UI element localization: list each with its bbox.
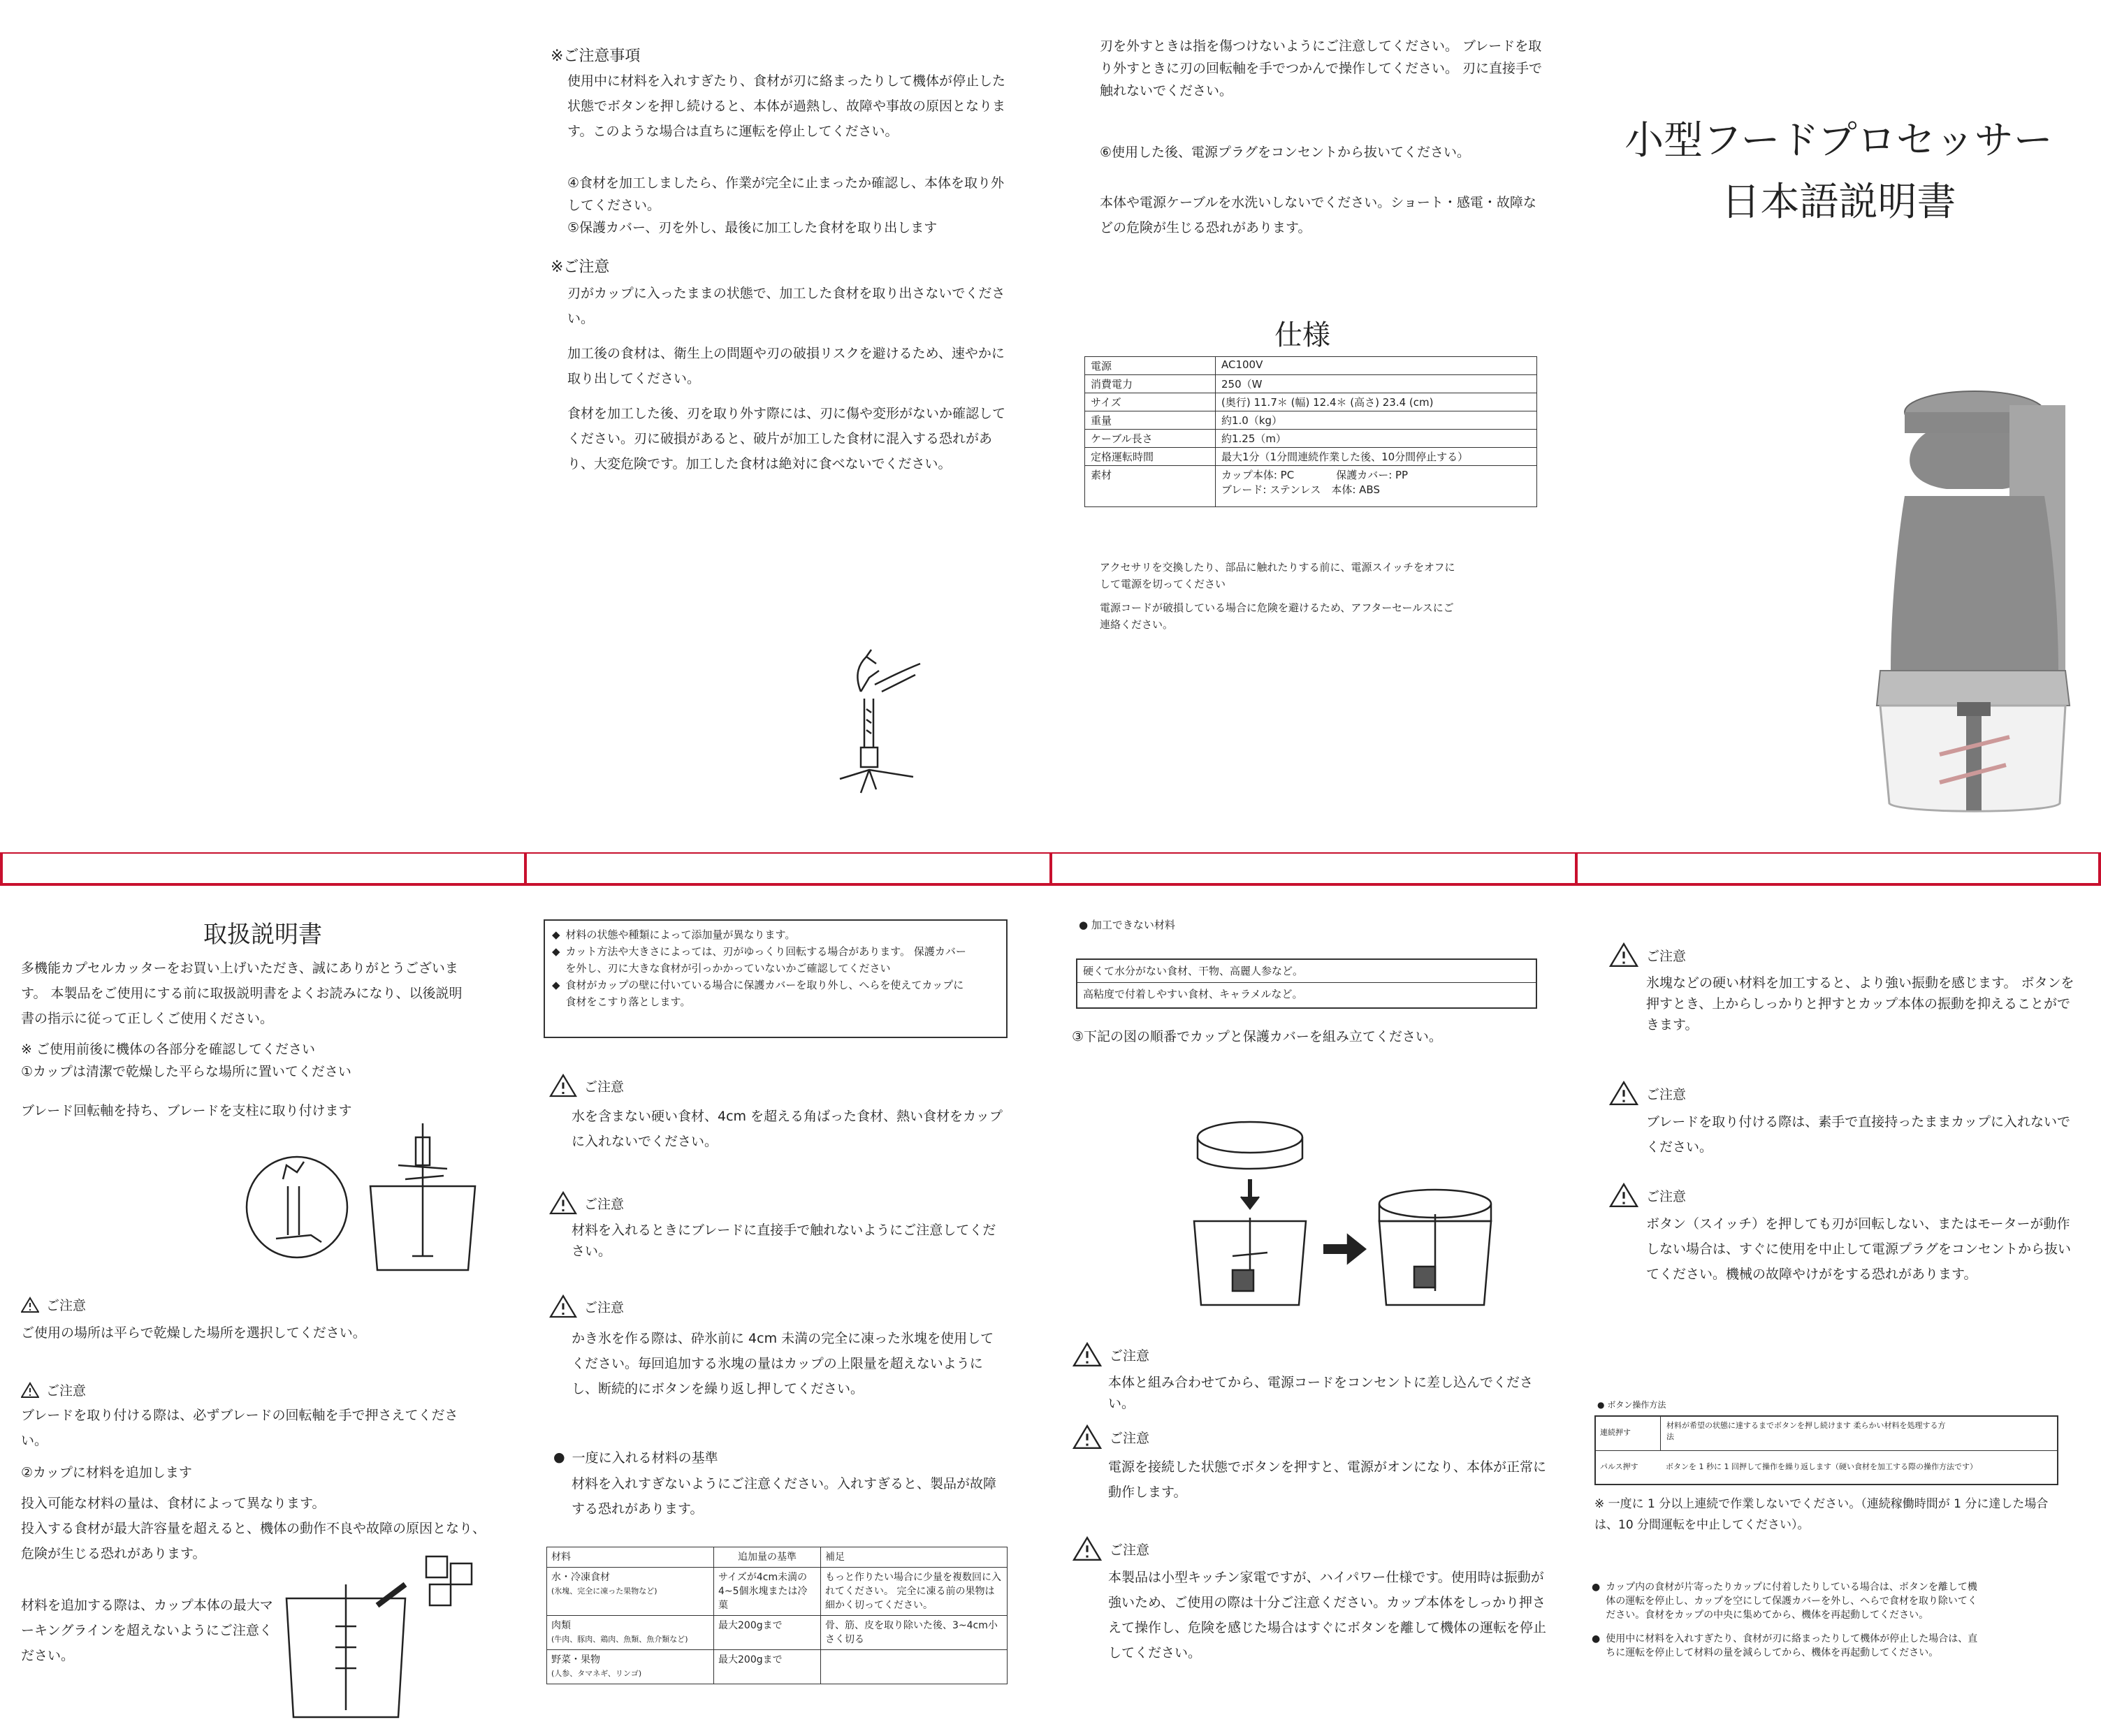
bullet-icon: ● — [1079, 919, 1089, 931]
table-row — [1085, 357, 1537, 375]
op-desc: ボタンを 1 秒に 1 回押して操作を繰り返します（硬い食材を加工する際の操作方法です） — [1666, 1462, 1977, 1471]
note-cell — [821, 1650, 1008, 1684]
spec-value: 約1.0（kg） — [1216, 411, 1537, 430]
caution-label — [1072, 1536, 1149, 1562]
warning-icon — [1072, 1341, 1103, 1368]
table-row — [547, 1616, 1008, 1650]
note-cell: 骨、筋、皮を取り除いた後、3~4cm小さく切る — [821, 1616, 1008, 1650]
bullet-text: 使用中に材料を入れすぎたり、食材が刃に絡まったりして機体が停止した場合は、直ちに運転を停止して材料の量を減らしてから、機体を再起動してください。 — [1606, 1633, 1978, 1658]
caution-text — [21, 1320, 482, 1351]
blade-attach-illustration — [245, 1109, 482, 1277]
material-name: 水・冷凍食材 — [551, 1572, 610, 1583]
caution-text — [1108, 1372, 1548, 1420]
caution-title: ご注意 — [1646, 948, 1687, 964]
bullet-text: カップ内の食材が片寄ったりカップに付着したりしている場合は、ボタンを離して機体の運転を停止し、カップを空にして保護カバーを外し、へらで食材を取り除いてください。食材をカップの中央に集めてから、機体を再起動してください。 — [1606, 1582, 1977, 1621]
caution-label — [1608, 1182, 1686, 1209]
manual-title: 取扱説明書 — [203, 921, 322, 949]
step-3 — [1072, 1024, 1547, 1055]
caution-title: ご注意 — [584, 1196, 625, 1212]
warning-icon — [1608, 1182, 1639, 1209]
list-item — [1592, 1580, 1983, 1622]
table-row: 高粘度で付着しやすい食材、キャラメルなど。 — [1083, 988, 1303, 1000]
material-table — [546, 1547, 1008, 1684]
op-name: パルス押す — [1600, 1462, 1638, 1471]
paragraph: 材料を入れるときにブレードに直接手で触れないようにご注意してください。 — [572, 1223, 996, 1259]
paragraph: 投入可能な材料の量は、食材によって異なります。 — [21, 1496, 326, 1511]
column-header: 補足 — [821, 1547, 1008, 1568]
bullet-icon: ● — [1592, 1633, 1601, 1644]
paragraph: ③下記の図の順番でカップと保護カバーを組み立てください。 — [1072, 1029, 1442, 1044]
paragraph: ボタン（スイッチ）を押しても刃が回転しない、またはモーターが動作しない場合は、すぐに使用を中止して電源プラグをコンセントから抜いてください。機械の故障やけがをする恐れがあります。 — [1646, 1216, 2072, 1282]
material-sub: (人参、タマネギ、リンゴ) — [551, 1669, 642, 1678]
spec-key: 電源 — [1085, 357, 1216, 375]
assembly-diagram — [1191, 1116, 1498, 1312]
caution-text — [1108, 1565, 1548, 1671]
caution-text — [1646, 972, 2079, 1041]
spec-notes — [1100, 559, 1463, 633]
panel-cover — [1576, 0, 2101, 852]
panel-blank — [0, 0, 525, 852]
op-name: 連続押す — [1596, 1417, 1661, 1450]
warning-icon — [549, 1190, 577, 1216]
paragraph: 本製品は小型キッチン家電ですが、ハイパワー仕様です。使用時は振動が強いため、ご使用の際は十分ご注意ください。カップ本体をしっかり押さえて操作し、危険を感じた場合はすぐにボタンを離して機体の運転を停止してください。 — [1108, 1570, 1547, 1661]
bullet-icon: ● — [553, 1449, 565, 1465]
caution-title: ご注意 — [1646, 1086, 1687, 1102]
intro — [21, 956, 468, 1037]
table-row — [1085, 411, 1537, 430]
runtime-note — [1594, 1494, 2070, 1541]
caution-label — [549, 1073, 624, 1098]
amount-cell: サイズが4cm未満の4~5個氷塊または冷菓 — [714, 1568, 821, 1616]
material-sub: (牛肉、豚肉、鶏肉、魚類、魚介類など) — [551, 1635, 688, 1644]
spec-value: 約1.25（m） — [1216, 430, 1537, 448]
material-name: 肉類 — [551, 1620, 571, 1631]
table-row — [1085, 393, 1537, 411]
heading-text: ボタン操作方法 — [1607, 1400, 1666, 1410]
table-row — [1596, 1451, 2057, 1482]
spec-value: 250（W — [1216, 375, 1537, 393]
paragraph: 使用中に材料を入れすぎたり、食材が刃に絡まったりして機体が停止した状態でボタンを押し続けると、本体が過熱し、故障や事故の原因となります。このような場合は直ちに運転を停止してください。 — [567, 73, 1006, 139]
caution-label — [21, 1295, 86, 1314]
spec-title: 仕様 — [1274, 319, 1330, 351]
material-line: ブレード: ステンレス 本体: ABS — [1221, 483, 1380, 496]
button-op-table — [1594, 1415, 2058, 1485]
paragraph: 材料を追加する際は、カップ本体の最大マーキングラインを超えないようにご注意ください。 — [21, 1598, 273, 1663]
step-1: ①カップは清潔で乾燥した平らな場所に置いてください — [21, 1064, 351, 1079]
paragraph: ブレードを取り付ける際は、素手で直接持ったままカップに入れないでください。 — [1646, 1114, 2071, 1155]
caution-text — [572, 1326, 1005, 1407]
paragraph: 材料を入れすぎないようにご注意ください。入れすぎると、製品が故障する恐れがあります。 — [572, 1476, 997, 1517]
paragraph: かき氷を作る際は、砕氷前に 4cm 未満の完全に凍った氷塊を使用してください。毎回追加する氷塊の量はカップの上限量を超えないようにし、断続的にボタンを繰り返し押してください。 — [572, 1331, 994, 1396]
spec-value — [1216, 466, 1537, 507]
caution-heading: ※ご注意 — [551, 258, 610, 276]
caution-label — [1608, 942, 1686, 968]
note: 電源コードが破損している場合に危険を避けるため、アフターセールスにご連絡ください。 — [1100, 601, 1454, 631]
caution-text — [1108, 1454, 1548, 1510]
table-header — [547, 1547, 1008, 1568]
table-row: 硬くて水分がない食材、干物、高麗人参など。 — [1077, 960, 1536, 983]
caution-title: ご注意 — [1110, 1542, 1150, 1558]
spec-key: サイズ — [1085, 393, 1216, 411]
paragraph: ご使用の場所は平らで乾燥した場所を選択してください。 — [21, 1325, 366, 1341]
blade-removal-illustration — [833, 643, 924, 803]
warning-icon — [1608, 942, 1639, 968]
material-line: カップ本体: PC 保護カバー: PP — [1221, 469, 1409, 481]
caution-label — [1072, 1424, 1149, 1450]
bullet-text: 材料の状態や種類によって添加量が異なります。 — [565, 928, 796, 941]
list-item — [552, 943, 971, 977]
food-processor-image — [1842, 384, 2093, 817]
column-header: 追加量の基準 — [714, 1547, 821, 1568]
button-op-heading — [1597, 1399, 1666, 1410]
caution-heading: ※ご注意事項 — [551, 48, 641, 65]
paragraph: 加工後の食材は、衛生上の問題や刃の破損リスクを避けるため、速やかに取り出してください。 — [567, 346, 1005, 386]
note: アクセサリを交換したり、部品に触れたりする前に、電源スイッチをオフにして電源を切ってください — [1100, 561, 1455, 590]
diamond-icon: ◆ — [552, 979, 560, 991]
bullet-icon: ● — [1592, 1582, 1601, 1593]
warning-icon — [549, 1294, 577, 1319]
bullet-text: カット方法や大きさによっては、刃がゆっくり回転する場合があります。 保護カバーを外し、刃に大きな食材が引っかかっていないかご確認してください — [565, 945, 966, 975]
caution-body — [567, 281, 1015, 482]
spec-key: ケーブル長さ — [1085, 430, 1216, 448]
amount-cell: 最大200gまで — [714, 1616, 821, 1650]
caution-text — [1646, 1211, 2079, 1292]
material-cell — [547, 1650, 714, 1684]
caution-title: ご注意 — [584, 1079, 625, 1095]
diamond-icon: ◆ — [552, 928, 560, 941]
step-2-label: ②カップに材料を追加します — [21, 1465, 192, 1480]
material-cell — [547, 1568, 714, 1616]
note-cell: もっと作りたい場合に少量を複数回に入れてください。 完全に凍る前の果物は細かく切ってください。 — [821, 1568, 1008, 1616]
caution-label — [1608, 1080, 1686, 1107]
spec-key: 素材 — [1085, 466, 1216, 507]
step-5: ⑤保護カバー、刃を外し、最後に加工した食材を取り出します — [567, 220, 938, 235]
material-name: 野菜・果物 — [551, 1654, 600, 1665]
cover-title: 小型フードプロセッサー — [1624, 118, 2053, 163]
standard-heading — [553, 1447, 718, 1466]
paragraph: 水を含まない硬い食材、4cm を超える角ばった食材、熱い食材をカップに入れないでください。 — [572, 1109, 1003, 1149]
standard-text — [572, 1471, 1005, 1527]
warning-icon — [1072, 1536, 1103, 1562]
checks — [21, 1038, 468, 1088]
paragraph: 食材を加工した後、刃を取り外す際には、刃に傷や変形がないか確認してください。刃に破損があると、破片が加工した食材に混入する恐れがあり、大変危険です。加工した食材は絶対に食べないでください。 — [567, 406, 1006, 472]
unusable-table — [1076, 958, 1537, 1009]
spec-value: (奥行) 11.7＊ (幅) 12.4＊ (高さ) 23.4 (cm) — [1216, 393, 1537, 411]
spec-key: 定格運転時間 — [1085, 448, 1216, 466]
caution-label — [549, 1294, 624, 1319]
table-row — [1085, 430, 1537, 448]
warning-icon — [1072, 1424, 1103, 1450]
paragraph: 多機能カプセルカッターをお買い上げいただき、誠にありがとうございます。 本製品をご使用にする前に取扱説明書をよくお読みになり、以後説明書の指示に従って正しくご使用ください。 — [21, 961, 463, 1026]
op-desc: 材料が希望の状態に達するまでボタンを押し続けます 柔らかい材料を処理する方法 — [1666, 1421, 1946, 1441]
caution-label — [549, 1190, 624, 1216]
spec-value: AC100V — [1216, 357, 1537, 375]
panel-instructions — [0, 886, 525, 1736]
spec-key: 重量 — [1085, 411, 1216, 430]
caution-title: ご注意 — [46, 1383, 87, 1399]
paragraph: ブレードを取り付ける際は、必ずブレードの回転軸を手で押さえてください。 — [21, 1408, 458, 1448]
spec-key: 消費電力 — [1085, 375, 1216, 393]
panel-cautions-1 — [525, 0, 1051, 852]
cup-fill-illustration — [279, 1542, 489, 1724]
unplug-step — [1100, 140, 1547, 170]
check-note: ※ ご使用前後に機体の各部分を確認してください — [21, 1042, 315, 1057]
list-item — [552, 926, 971, 943]
list-item — [552, 977, 971, 1010]
step-6: ⑥使用した後、電源プラグをコンセントから抜いてください。 — [1100, 145, 1471, 160]
panel-assembly — [1051, 886, 1576, 1736]
unusable-heading — [1079, 917, 1175, 933]
table-row — [547, 1568, 1008, 1616]
heading-text: 一度に入れる材料の基準 — [572, 1450, 718, 1466]
paragraph: ブレード回転軸を持ち、ブレードを支柱に取り付けます — [21, 1103, 352, 1118]
paragraph: 刃がカップに入ったままの状態で、加工した食材を取り出さないでください。 — [567, 286, 1005, 326]
warning-icon — [549, 1073, 577, 1098]
table-row — [1085, 448, 1537, 466]
paragraph: 本体や電源ケーブルを水洗いしないでください。ショート・感電・故障などの危険が生じる恐れがあります。 — [1100, 195, 1536, 235]
caution-label — [1072, 1341, 1149, 1368]
list-item — [1592, 1632, 1983, 1660]
step-4: ④食材を加工しましたら、作業が完全に止まったか確認し、本体を取り外してください。 — [567, 175, 1005, 213]
cover-subtitle: 日本語説明書 — [1721, 180, 1956, 225]
warning-icon — [21, 1382, 39, 1399]
add-material-note — [21, 1593, 279, 1674]
caution-text — [567, 68, 1015, 149]
table-row — [1085, 375, 1537, 393]
caution-text — [1646, 1109, 2079, 1165]
table-row — [1085, 466, 1537, 507]
spec-table — [1084, 356, 1537, 507]
paragraph: 本体と組み合わせてから、電源コードをコンセントに差し込んでください。 — [1108, 1375, 1534, 1411]
table-row — [547, 1650, 1008, 1684]
paragraph: 刃を外すときは指を傷つけないようにご注意してください。 ブレードを取り外すときに刃の回転軸を手でつかんで操作してください。 刃に直接手で触れないでください。 — [1100, 38, 1543, 99]
panel-operation — [1576, 886, 2101, 1736]
caution-title: ご注意 — [46, 1298, 87, 1313]
steps — [567, 172, 1015, 245]
warning-icon — [1608, 1080, 1639, 1107]
caution-text — [572, 1104, 1005, 1160]
warning-icon — [21, 1297, 39, 1313]
spec-value: 最大1分（1分間連続作業した後、10分間停止する） — [1216, 448, 1537, 466]
caution-title: ご注意 — [1110, 1348, 1150, 1364]
caution-text — [572, 1220, 1005, 1267]
caution-title: ご注意 — [1646, 1188, 1687, 1204]
material-notes-box — [544, 919, 1008, 1038]
heading-text: 加工できない材料 — [1091, 919, 1175, 931]
caution-title: ご注意 — [1110, 1430, 1150, 1446]
wash-warning — [1100, 190, 1547, 246]
bullet-text: 食材がカップの壁に付いている場合に保護カバーを取り外し、へらを使えてカップに食材をこすり落とします。 — [565, 979, 964, 1008]
column-header: 材料 — [547, 1547, 714, 1568]
bullet-icon: ● — [1597, 1400, 1605, 1410]
bullet-list — [552, 926, 971, 1010]
caution-label — [21, 1380, 86, 1399]
panel-specs — [1051, 0, 1576, 852]
paragraph: ※ 一度に 1 分以上連続で作業しないでください。（連続稼働時間が 1 分に達した場合は、10 分間運転を中止してください）。 — [1594, 1497, 2049, 1532]
bullet-list — [1592, 1580, 1983, 1660]
amount-cell: 最大200gまで — [714, 1650, 821, 1684]
table-row — [1596, 1417, 2057, 1451]
paragraph: 電源を接続した状態でボタンを押すと、電源がオンになり、本体が正常に動作します。 — [1108, 1459, 1547, 1500]
paragraph: 氷塊などの硬い材料を加工すると、より強い振動を感じます。 ボタンを押すとき、上からしっかりと押すとカップ本体の振動を抑えることができます。 — [1646, 975, 2074, 1033]
material-cell — [547, 1616, 714, 1650]
diamond-icon: ◆ — [552, 945, 560, 958]
caution-title: ご注意 — [584, 1299, 625, 1315]
material-sub: (氷塊、完全に凍った果物など) — [551, 1587, 657, 1596]
caution-text — [21, 1403, 468, 1459]
panel-materials — [525, 886, 1051, 1736]
blade-caution — [1100, 35, 1547, 108]
step-2 — [21, 1460, 468, 1491]
paragraph: 投入する食材が最大許容量を超えると、機体の動作不良や故障の原因となり、危険が生じる恐れがあります。 — [21, 1521, 486, 1561]
